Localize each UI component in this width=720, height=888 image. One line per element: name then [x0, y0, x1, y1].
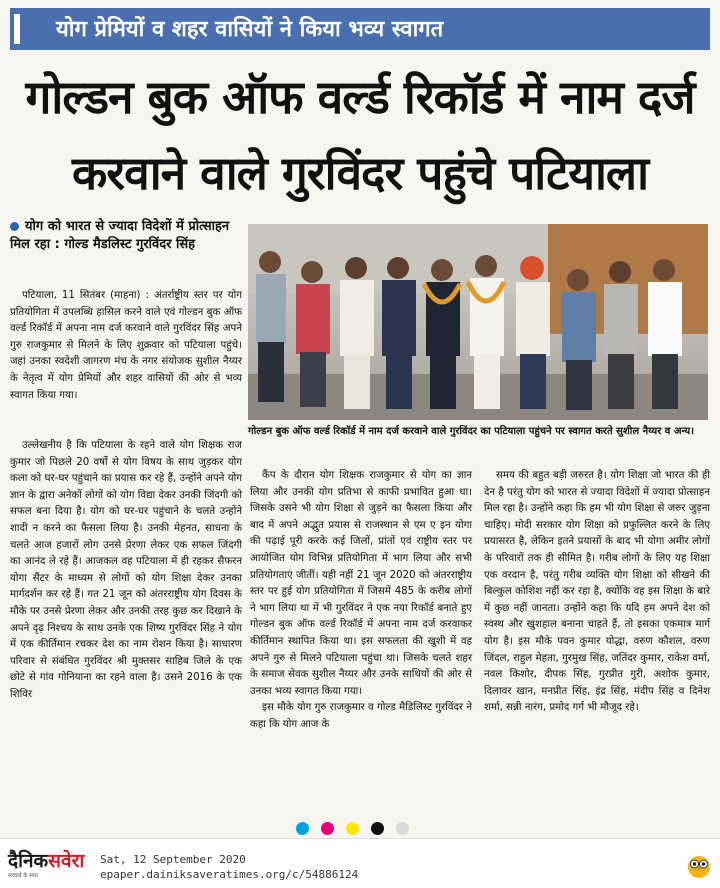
registration-dot-cyan	[296, 822, 309, 835]
registration-dot-yellow	[346, 822, 359, 835]
group-photo-illustration	[248, 224, 708, 420]
lead-paragraph: पटियाला, 11 सितंबर (माहना) : अंतर्राष्ट्रीय स्तर पर योग प्रतियोगिता में उपलब्धि हासिल करने वाले एवं गोल्डन बुक ऑफ वर्ल्ड रिकॉर्ड में अपना नाम दर्ज करवाने वाले गुरविंदर सिंह अपने गुरु राजकुमार से मिलने के लिए शुक्रवार को पटियाला पहुंचे। जहां उनका स्वदेशी जागरण मंच के नगर संयोजक सुशील नैय्यर के नेतृत्व में योग प्रेमियों और शहर वासियों की ओर से भव्य स्वागत किया गया।	[10, 290, 242, 401]
article-column-3	[484, 468, 710, 717]
article-lead	[10, 288, 242, 404]
registration-dot-black	[371, 822, 384, 835]
epaper-footer	[0, 838, 720, 888]
subheadline	[10, 218, 242, 254]
dainik-savera-logo[interactable]	[8, 847, 92, 881]
headline-line-2: करवाने वाले गुरविंदर पहुंचे पटियाला	[71, 146, 649, 200]
logo-wordmark: दैनिकसवेरा	[8, 850, 85, 872]
column-2-text-continued: इस मौके योग गुरु राजकुमार व गोल्ड मैडिलिस्ट गुरविंदर ने कहा कि योग आज के	[250, 702, 472, 730]
banner-text: योग प्रेमियों व शहर वासियों ने किया भव्य स्वागत	[56, 17, 444, 42]
column-3-text: समय की बहुत बड़ी जरुरत है। योग शिक्षा जो भारत की ही देन है परंतु योग को भारत से ज्यादा विदेशों में ज्यादा प्रोत्साहन मिल रहा है। उन्होंने कहा कि हम भी योग शिक्षा से जरुर जुड़ना चाहिए। मोदी सरकार योग शिक्षा को प्रफुल्लित करने के लिए प्रयासरत है, लेकिन इतने प्रयासों के बाद भी योगा अमीर लोगों के परिवारों तक ही सीमित है। गरीब लोगों के लिए यह शिक्षा एक वरदान है, परंतु गरीब व्यक्ति योग शिक्षा को सीखने की बिल्कुल कोशिश नहीं कर रहा है, क्योंकि वह इस शिक्षा के बारे में कुछ नहीं जानता। उन्होंने कहा कि यदि हम अपने देश को स्वस्थ और खुशहाल बनाना चाहते हैं, तो इसका एकमात्र मार्ग योग है। इस मौके पवन कुमार योद्धा, वरुण कौशल, वरुण जिंदल, राहुल मेहता, गुरमुख सिंह, जतिंदर कुमार, राकेश वर्मा, नवल किशोर, दीपक सिंह, गुरप्रीत गुरी, अशोक कुमार, दिलावर खान, मनप्रीत सिंह, इंद्र सिंह, मंदीप सिंह व दिनेश शर्मा, सन्नी नारंग, प्रमोद गर्ग भी मौजूद रहे।	[484, 470, 710, 714]
article-column-2	[250, 468, 472, 734]
registration-dot-grey	[396, 822, 409, 835]
photo-caption: गोल्डन बुक ऑफ वर्ल्ड रिकॉर्ड में नाम दर्ज करवाने वाले गुरविंदर का पटियाला पहुंचने पर स्वागत करते सुशील नैय्यर व अन्य।	[248, 426, 695, 437]
column-1-text: उल्लेखनीय है कि पटियाला के रहने वाले योग शिक्षक राज कुमार जो पिछले 20 वर्षो से योग विषय के साथ जुड़कर योग कला को घर-घर पहुंचाने का प्रयास कर रहे हैं, उन्होंने अपने योग ज्ञान के द्वारा अनेकों लोगों को योग विद्या देकर उनकी जिंदगी को सफल बना दिया है। योग को घर-घर पहुंचाने के चलते उन्होंने शादी न करने का फैसला लिया है। उनकी मेहनत, साधना के चलते आज हजारों लोग उनसे प्रेरणा लेकर एक सफल जिंदगी का आनंद ले रहे हैं। आजकल वह पटियाला में ही रहकर सैफरन योगा सैंटर के माध्यम से लोगों को योग शिक्षा देकर उनका मार्गदर्शन कर रहे हैं। गत 21 जून को अंतरराष्ट्रीय योग दिवस के मौके पर उनसे प्रेरणा लेकर और उनकी तरह कुछ कर दिखाने के अपने दृढ़ निश्चय के साथ उनके एक शिष्य गुरविंदर सिंह ने योग में एक कीर्तिमान रचकर देश का नाम रोशन किया है। साधारण परिवार से संबंधित गुरविंदर श्री मुक्तसर साहिब जिले के एक छोटे से गांव गोनियाना का रहने वाला है। उसने 2016 के एक शिविर	[10, 440, 242, 700]
news-photo	[248, 224, 708, 420]
registration-dot-magenta	[321, 822, 334, 835]
subheadline-text: योग को भारत से ज्यादा विदेशों में प्रोत्साहन मिल रहा : गोल्ड मैडलिस्ट गुरविंदर सिंह	[10, 219, 230, 252]
owl-icon	[686, 853, 712, 879]
column-2-text: कैंप के दौरान योग शिक्षक राजकुमार से योग का ज्ञान लिया और उनकी योग प्रतिभा से काफी प्रभावित हुआ था। जिसके उसने भी योग शिक्षा से जुड़ने का फैसला किया और बाद में अपने अद्भुत प्रयास से राजस्थान से एम ए इन योगा की पढ़ाई पूरी करके कई जिलों, प्रांतों एवं राष्ट्रीय स्तर पर आयोजित योग विभिन्न प्रतियोगिता में भाग लिया और सभी प्रतियोगताएं जीतीं। यही नहीं 21 जून 2020 को अंतरराष्ट्रीय स्तर पर हुई योग प्रतियोगिता में जिसमें 485 के करीब लोगों ने भाग लिया था में भी गुरविंदर ने एक नया रिकॉर्ड बनाते हुए गोल्डन बुक ऑफ वर्ल्ड रिकॉर्ड में अपना नाम दर्ज करवाकर कीर्तिमान स्थापित किया था। इस सफलता की खुशी में वह अपने गुरु से मिलने पटियाला पहुंचा था। जिसके चलते शहर के समाज सेवक सुशील नैय्यर और उनके साथियों की ओर से उनका भव्य स्वागत किया गया।	[250, 470, 472, 697]
article-column-1	[10, 438, 242, 704]
publication-date: Sat, 12 September 2020	[100, 853, 246, 866]
banner-accent-bar	[14, 14, 20, 44]
section-banner	[10, 8, 710, 50]
logo-tagline: सच्चाई के साथ	[8, 873, 38, 879]
epaper-link[interactable]: epaper.dainiksaveratimes.org/c/54886124	[100, 868, 359, 881]
headline-line-1: गोल्डन बुक ऑफ वर्ल्ड रिकॉर्ड में नाम दर्ज	[25, 70, 695, 124]
bullet-icon	[10, 222, 19, 231]
